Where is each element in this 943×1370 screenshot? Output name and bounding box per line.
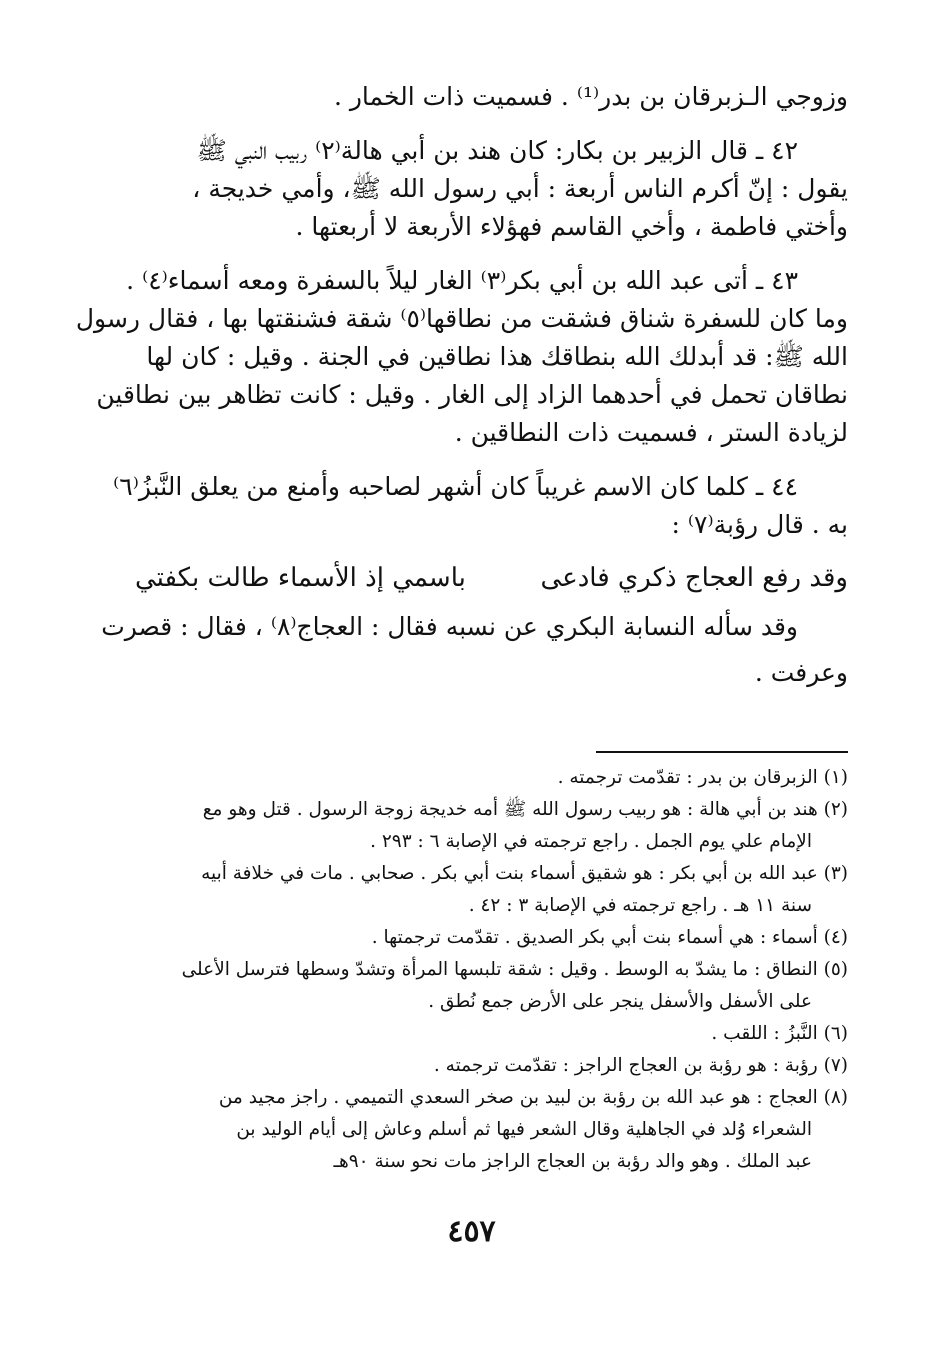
text-line: ٤٤ ـ كلما كان الاسم غريباً كان أشهر لصاحبه وأمنع من يعلق النَّبزُ⁽٦⁾ — [113, 472, 798, 501]
text-line: وأختي فاطمة ، وأخي القاسم فهؤلاء الأربعة لا أربعتها . — [295, 212, 848, 241]
text-line: ٤٢ ـ قال الزبير بن بكار: كان هند بن أبي هالة⁽٢⁾ ربيب النبي ﷺ — [196, 136, 798, 165]
footnote-5: (٥) النطاق : ما يشدّ به الوسط . وقيل : شقة تلبسها المرأة وتشدّ وسطها فترسل الأعلى — [181, 959, 848, 980]
footnotes — [100, 762, 848, 1178]
footnote-5-continued: على الأسفل والأسفل ينجر على الأرض جمع نُطق . — [428, 991, 812, 1012]
footnote-2-continued: الإمام علي يوم الجمل . راجع ترجمته في الإصابة ٦ : ٢٩٣ . — [370, 831, 812, 852]
text-line: يقول : إنّ أكرم الناس أربعة : أبي رسول الله ﷺ، وأمي خديجة ، — [192, 174, 848, 203]
text-line: نطاقان تحمل في أحدهما الزاد إلى الغار . وقيل : كانت تظاهر بين نطاقين — [96, 380, 848, 409]
text-line: لزيادة الستر ، فسميت ذات النطاقين . — [454, 418, 848, 447]
footnote-separator — [596, 751, 848, 753]
footnote-7: (٧) رؤبة : هو رؤبة بن العجاج الراجز : تقدّمت ترجمته . — [433, 1055, 848, 1076]
verse-first-hemistich: وقد رفع العجاج ذكري فادعى — [540, 563, 848, 593]
footnote-3: (٣) عبد الله بن أبي بكر : هو شقيق أسماء بنت أبي بكر . صحابي . مات في خلافة أبيه — [201, 863, 848, 884]
footnote-1: (١) الزبرقان بن بدر : تقدّمت ترجمته . — [557, 767, 848, 788]
footnote-8: (٨) العجاج : هو عبد الله بن رؤبة بن لبيد بن صخر السعدي التميمي . راجز مجيد من — [218, 1087, 848, 1108]
poetry-verse — [135, 554, 848, 602]
paragraph-gap — [135, 246, 848, 262]
footnote-4: (٤) أسماء : هي أسماء بنت أبي بكر الصديق . تقدّمت ترجمتها . — [371, 927, 848, 948]
footnote-3-continued: سنة ١١ هـ . راجع ترجمته في الإصابة ٣ : ٤٢ . — [468, 895, 812, 916]
text-line: الله ﷺ: قد أبدلك الله بنطاقك هذا نطاقين في الجنة . وقيل : كان لها — [146, 342, 848, 371]
main-text — [75, 78, 848, 692]
text-line: به . قال رؤبة⁽٧⁾ : — [671, 510, 848, 539]
text-line: وعرفت . — [754, 658, 848, 687]
text-line: وقد سأله النسابة البكري عن نسبه فقال : العجاج⁽٨⁾ ، فقال : قصرت — [101, 612, 798, 641]
page-number: ٤٥٧ — [447, 1214, 496, 1249]
footnote-8-continued: الشعراء وُلد في الجاهلية وقال الشعر فيها ثم أسلم وعاش إلى أيام الوليد بن — [236, 1119, 812, 1140]
text-line: وما كان للسفرة شناق فشقت من نطاقها⁽٥⁾ شقة فشنقتها بها ، فقال رسول — [75, 304, 848, 333]
footnote-6: (٦) النَّبزُ : اللقب . — [711, 1023, 848, 1044]
paragraph-gap — [135, 452, 848, 468]
footnote-2: (٢) هند بن أبي هالة : هو ربيب رسول الله ﷺ أمه خديجة زوجة الرسول . قتل وهو مع — [202, 799, 848, 820]
verse-second-hemistich: باسمي إذ الأسماء طالت بكفتي — [135, 563, 466, 593]
footnote-8-continued: عبد الملك . وهو والد رؤبة بن العجاج الراجز مات نحو سنة ٩٠هـ — [333, 1151, 812, 1172]
text-line: وزوجي الـزبرقان بن بدر⁽¹⁾ . فسميت ذات الخمار . — [333, 82, 848, 111]
paragraph-gap — [135, 116, 848, 132]
text-line: ٤٣ ـ أتى عبد الله بن أبي بكر⁽٣⁾ الغار ليلاً بالسفرة ومعه أسماء⁽٤⁾ . — [126, 266, 798, 295]
